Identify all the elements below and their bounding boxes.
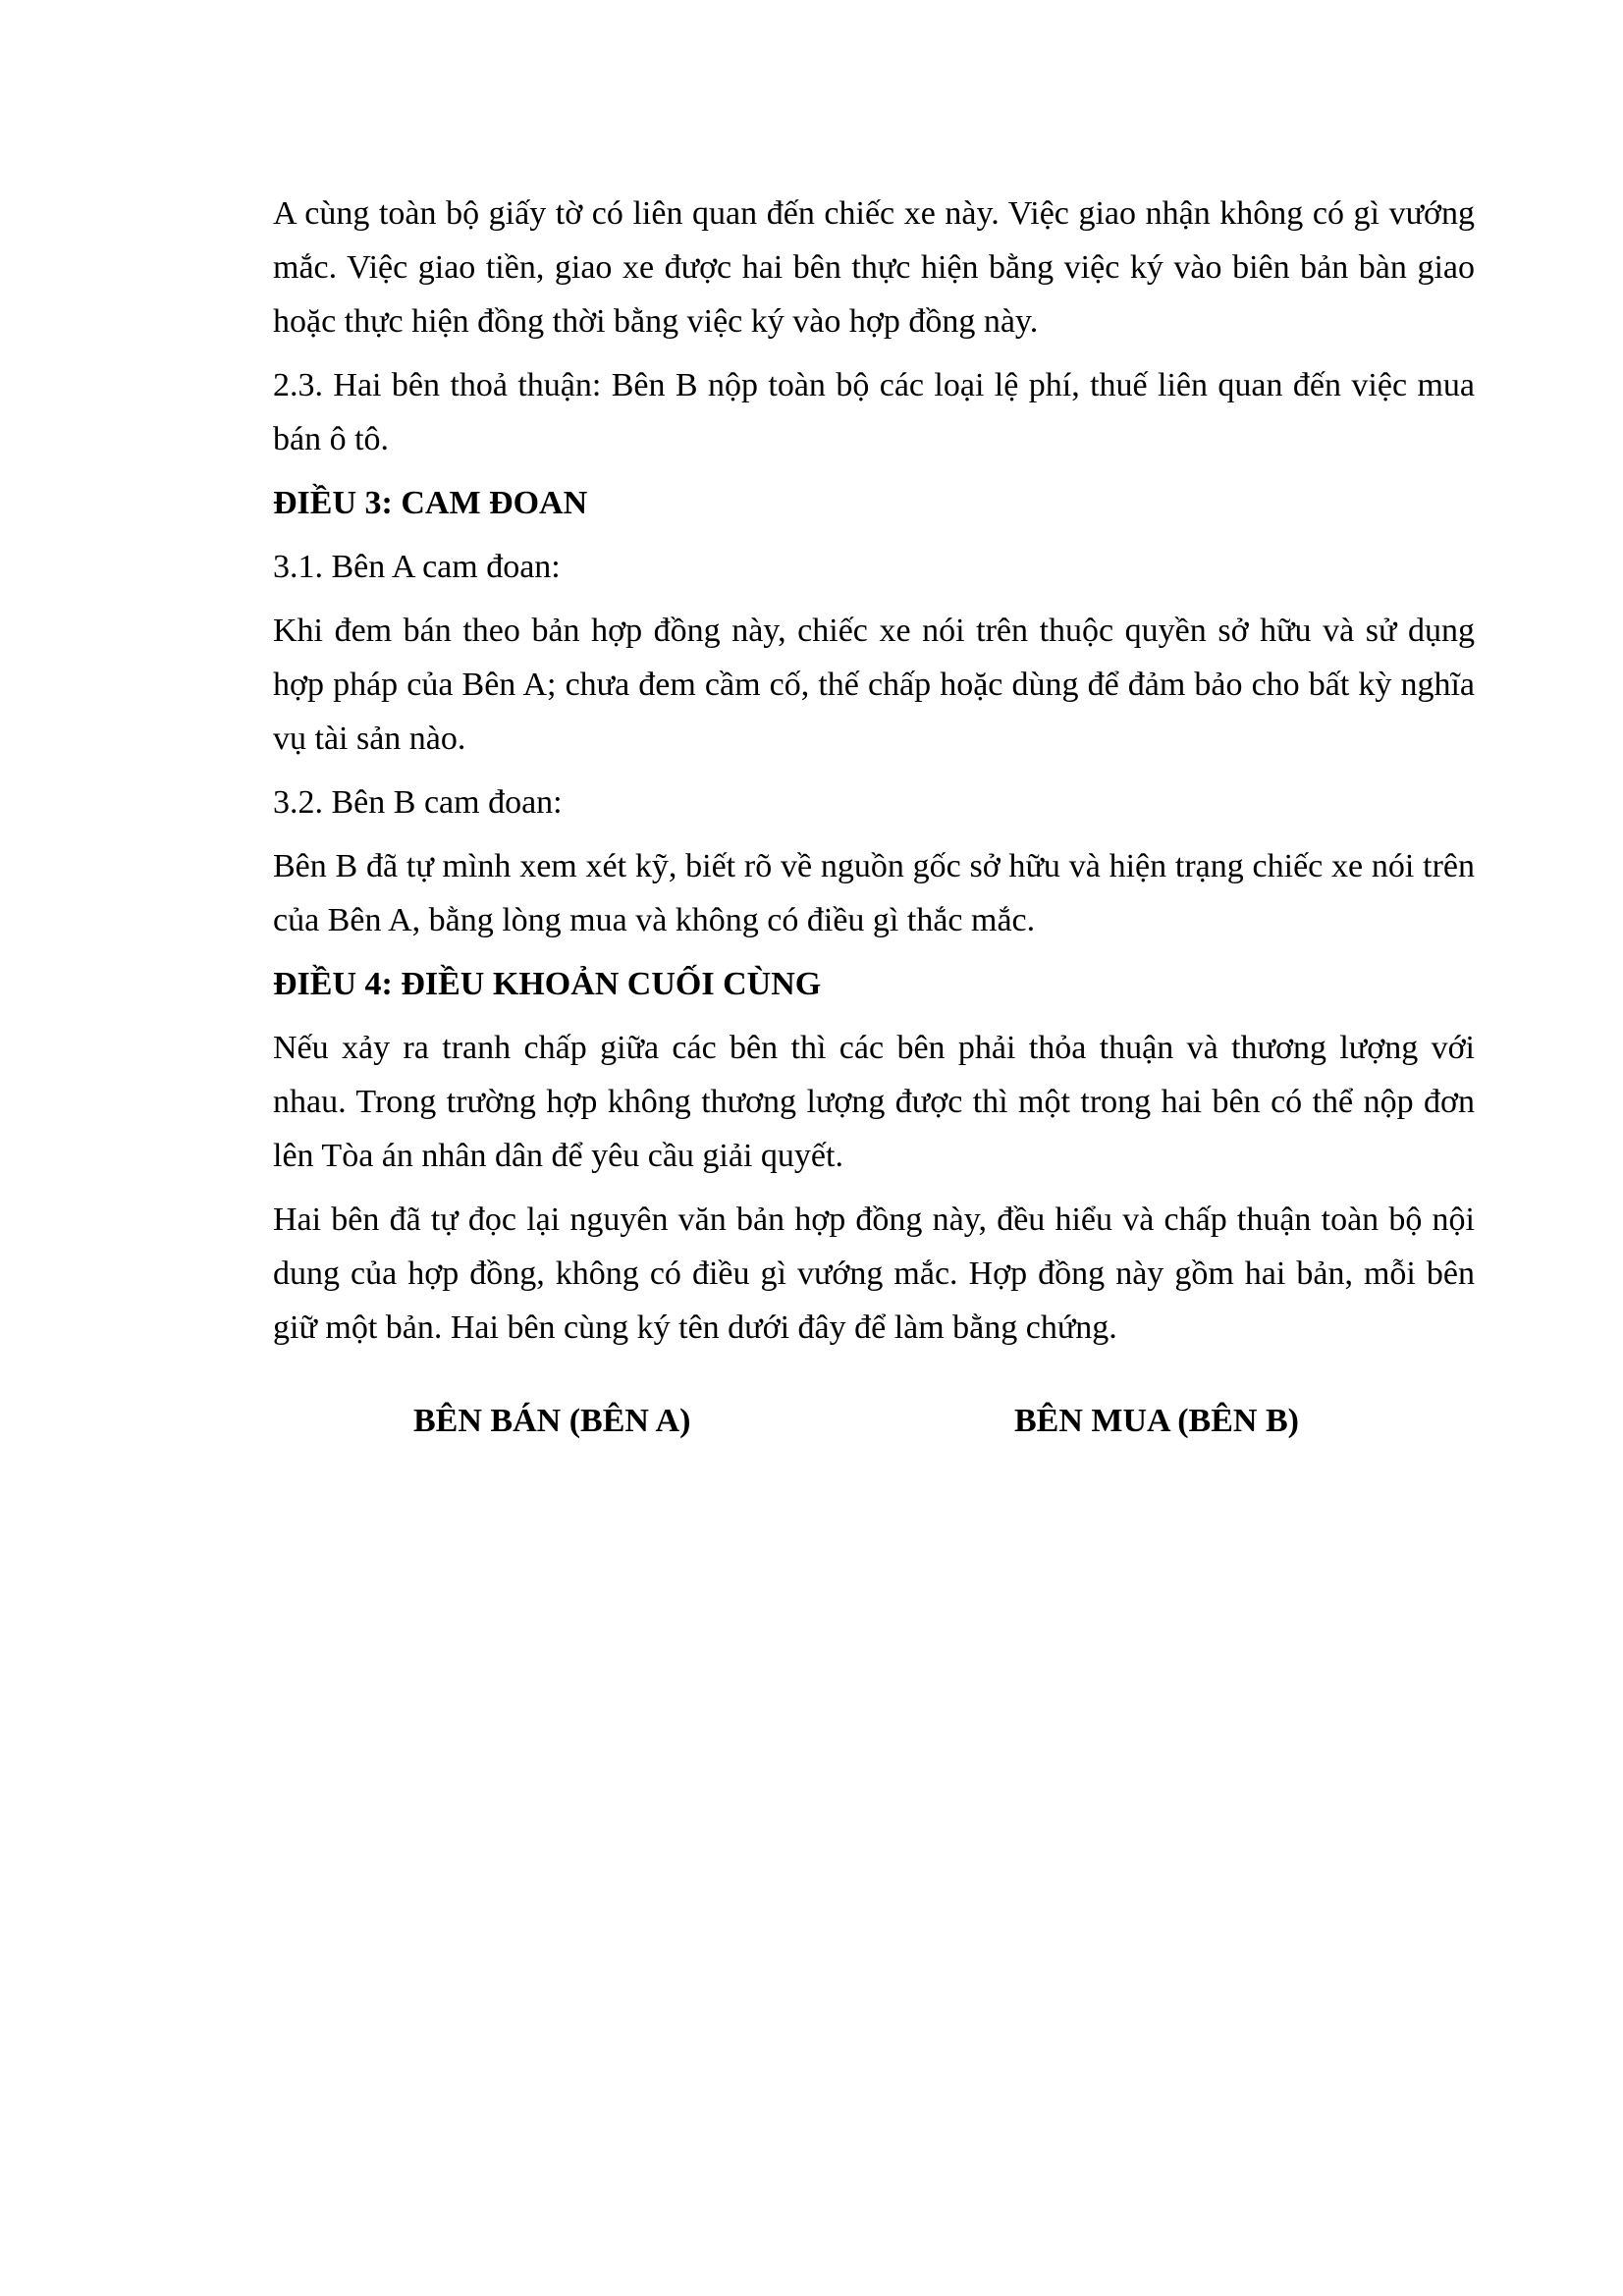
heading-article-3: ĐIỀU 3: CAM ĐOAN	[273, 485, 588, 521]
paragraph-delivery: A cùng toàn bộ giấy tờ có liên quan đến chiếc xe này. Việc giao nhận không có gì vướng mắc. Việc giao tiền, giao xe được hai bên thực hiện bằng việc ký vào biên bản bàn giao hoặc thực hiện đồng thời bằng việc ký vào hợp đồng này.	[273, 195, 1475, 340]
paragraph-party-b-commitment: Bên B đã tự mình xem xét kỹ, biết rõ về nguồn gốc sở hữu và hiện trạng chiếc xe nói trên của Bên A, bằng lòng mua và không có điều gì thắc mắc.	[273, 848, 1475, 938]
buyer-signature-label: BÊN MUA (BÊN B)	[1014, 1403, 1299, 1439]
document-page	[273, 187, 1475, 1453]
seller-signature-label: BÊN BÁN (BÊN A)	[413, 1403, 691, 1439]
paragraph-clause-3-1: 3.1. Bên A cam đoan:	[273, 549, 561, 585]
paragraph-clause-2-3: 2.3. Hai bên thoả thuận: Bên B nộp toàn bộ các loại lệ phí, thuế liên quan đến việc mua bán ô tô.	[273, 367, 1475, 457]
paragraph-final-agreement: Hai bên đã tự đọc lại nguyên văn bản hợp đồng này, đều hiểu và chấp thuận toàn bộ nội dung của hợp đồng, không có điều gì vướng mắc. Hợp đồng này gồm hai bản, mỗi bên giữ một bản. Hai bên cùng ký tên dưới đây để làm bằng chứng.	[273, 1201, 1475, 1346]
paragraph-clause-3-2: 3.2. Bên B cam đoan:	[273, 784, 563, 821]
heading-article-4: ĐIỀU 4: ĐIỀU KHOẢN CUỐI CÙNG	[273, 966, 822, 1002]
signature-block	[273, 1394, 1475, 1453]
paragraph-party-a-commitment: Khi đem bán theo bản hợp đồng này, chiếc xe nói trên thuộc quyền sở hữu và sử dụng hợp pháp của Bên A; chưa đem cầm cố, thế chấp hoặc dùng để đảm bảo cho bất kỳ nghĩa vụ tài sản nào.	[273, 613, 1475, 757]
paragraph-dispute-resolution: Nếu xảy ra tranh chấp giữa các bên thì các bên phải thỏa thuận và thương lượng với nhau. Trong trường hợp không thương lượng được thì một trong hai bên có thể nộp đơn lên Tòa án nhân dân để yêu cầu giải quyết.	[273, 1030, 1475, 1174]
